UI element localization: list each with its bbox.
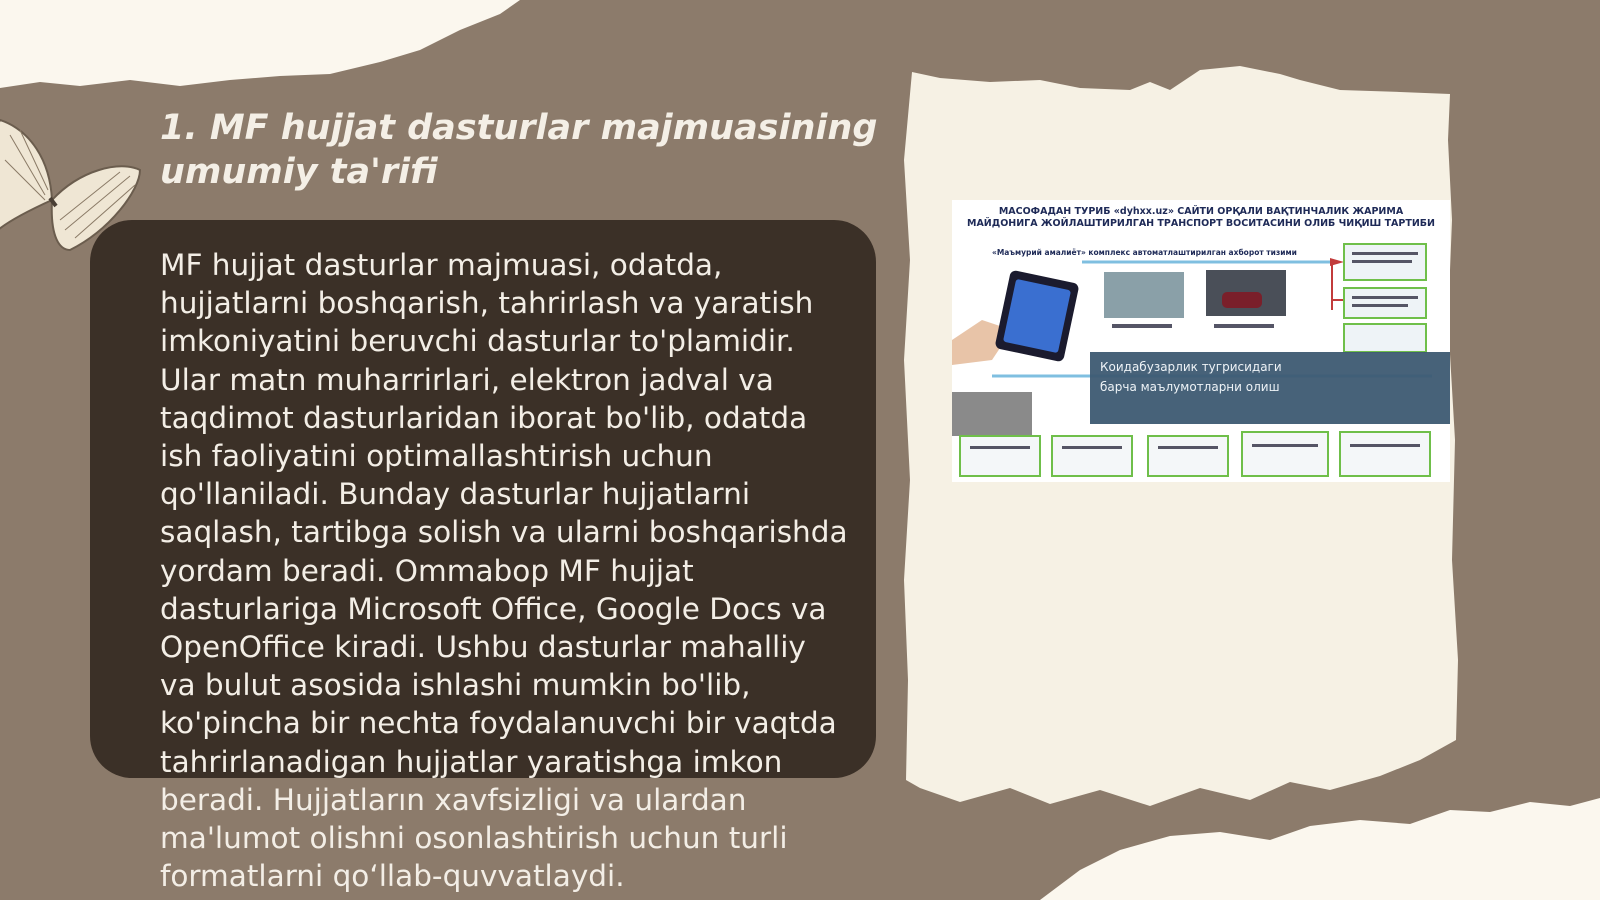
infographic-title-line-2: МАЙДОНИГА ЖОЙЛАШТИРИЛГАН ТРАНСПОРТ ВОСИТАСИНИ ОЛИБ ЧИҚИШ ТАРТИБИ — [966, 218, 1435, 229]
infographic-caption-line-2: барча маълумотларни олиш — [1100, 380, 1280, 394]
infographic-diagram — [952, 200, 1450, 482]
infographic-caption-line-1: Коидабузарлик тугрисидаги — [1100, 360, 1282, 374]
slide-body-text: MF hujjat dasturlar majmuasi, odatda, hujjatlarni boshqarish, tahrirlash va yaratish imkoniyatini beruvchi dasturlar to'plamidir. Ular matn muharrirlari, elektron jadval va taqdimot dasturlaridan iborat bo'lib, odatda ish faoliyatini optimallashtirish uchun qo'llaniladi. Bunday dasturlar hujjatlarni saqlash, tartibga solish va ularni boshqarishda yordam beradi. Ommabop MF hujjat dasturlariga Microsoft Office, Google Docs va OpenOffice kiradi. Ushbu dasturlar mahalliy va bulut asosida ishlashi mumkin bo'lib, ko'pincha bir nechta foydalanuvchi bir vaqtda tahrirlanadigan hujjatlar yaratishga imkon beradi. Hujjatların xavfsizligi va ulardan ma'lumot olishni osonlashtirish uchun turli formatlarni qo‘llab-quvvatlaydi. — [160, 248, 848, 894]
infographic-title-line-1: МАСОФАДАН ТУРИБ «dyhxx.uz» САЙТИ ОРҚАЛИ ВАҚТИНЧАЛИК ЖАРИМА — [998, 206, 1404, 217]
slide-title: 1. MF hujjat dasturlar majmuasining umumiy ta'rifi — [160, 108, 878, 192]
infographic-subtitle: «Маъмурий амалиёт» комплекс автоматлаштирилган ахборот тизими — [992, 248, 1297, 257]
infographic-image — [952, 200, 1450, 482]
